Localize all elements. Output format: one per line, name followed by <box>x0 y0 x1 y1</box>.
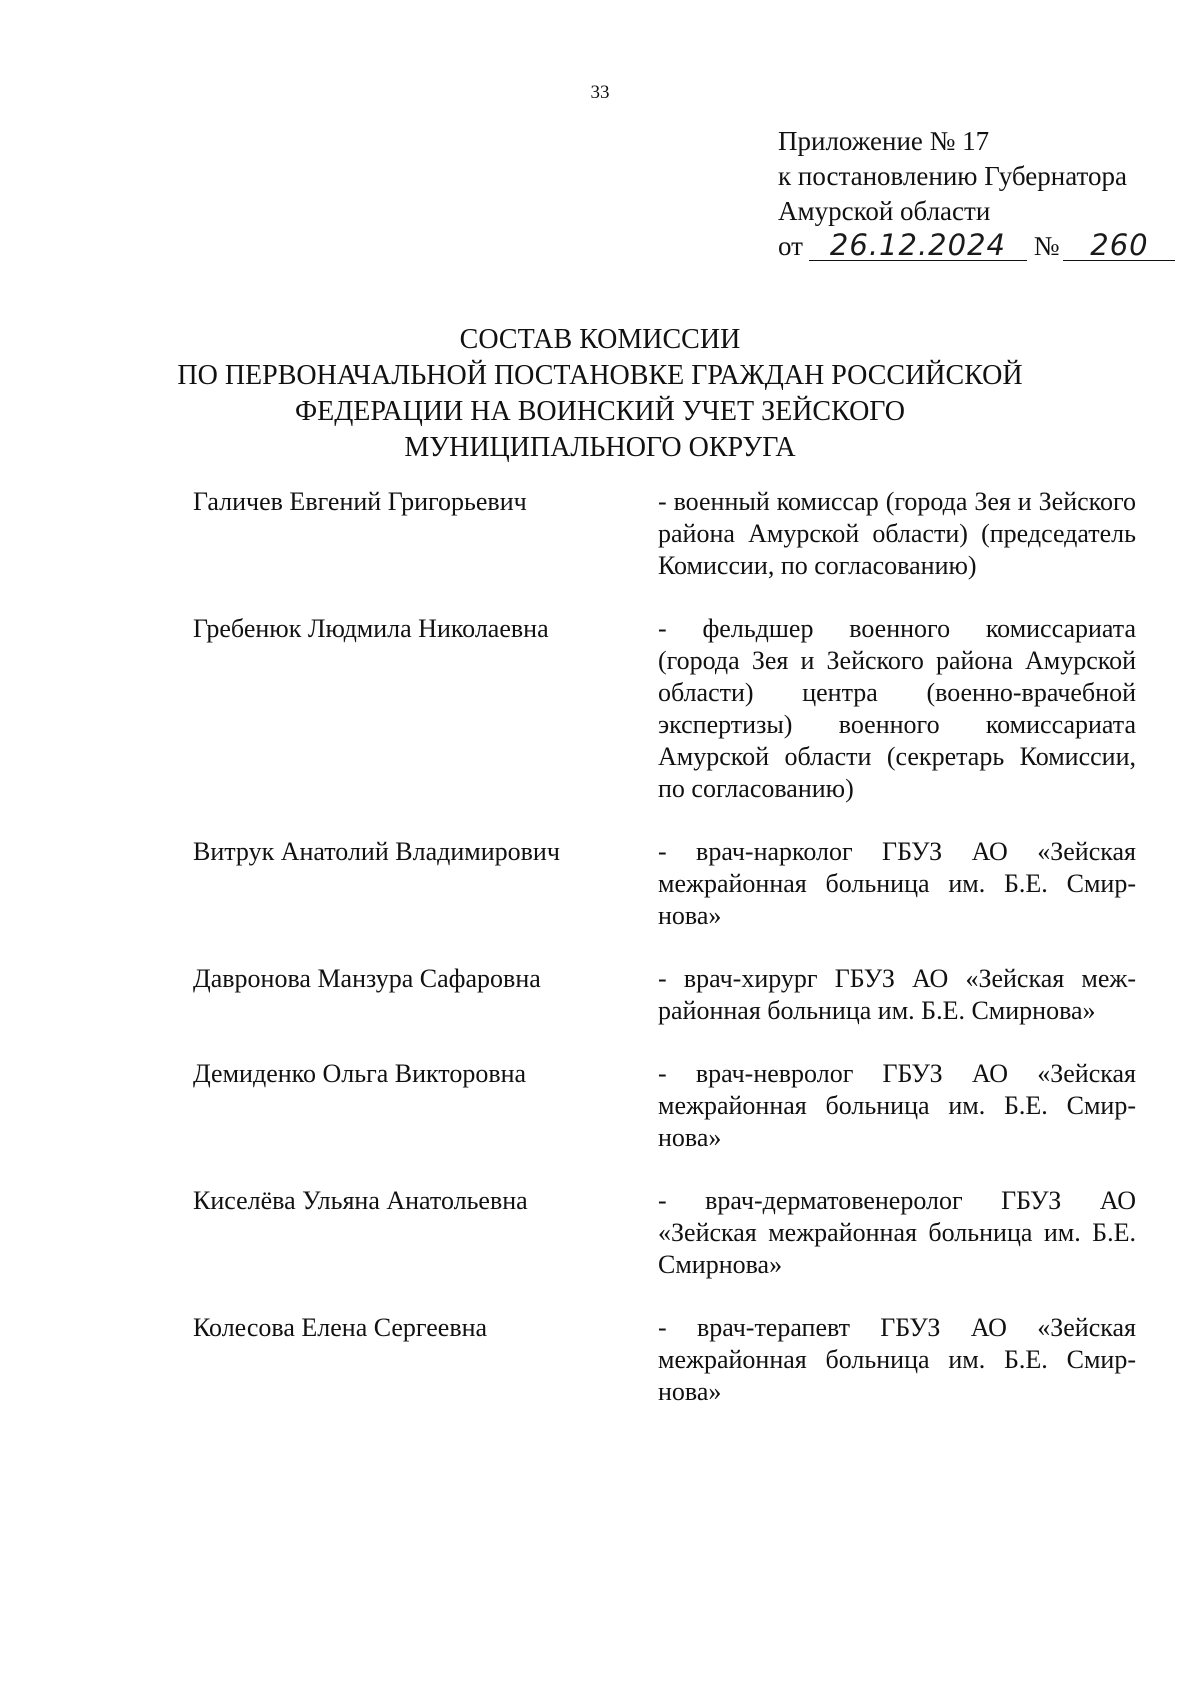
member-role: - врач-терапевт ГБУЗ АО «Зейская межрайонная больница им. Б.Е. Смирнова» <box>658 1313 1136 1406</box>
appendix-region: Амурской области <box>778 196 991 226</box>
member-role: - фельдшер военного комиссариата (города Зея и Зейского района Амурской области) центра (военно-врачебной экспертизы) военного комиссариата Амурской области (секретарь Комиссии, по согласованию) <box>658 614 1136 803</box>
member-row <box>193 1058 1143 1154</box>
member-row <box>193 1312 1143 1408</box>
member-role: - военный комиссар (города Зея и Зейского района Амурской области) (председатель Комиссии, по согласованию) <box>658 487 1136 580</box>
title-line: ПО ПЕРВОНАЧАЛЬНОЙ ПОСТАНОВКЕ ГРАЖДАН РОССИЙСКОЙ <box>177 360 1023 391</box>
member-row <box>193 836 1143 932</box>
member-role: - врач-хирург ГБУЗ АО «Зейская межрайонная больница им. Б.Е. Смирнова» <box>658 964 1136 1025</box>
number-sign: № <box>1033 231 1060 261</box>
member-role: - врач-нарколог ГБУЗ АО «Зейская межрайонная больница им. Б.Е. Смирнова» <box>658 837 1136 930</box>
appendix-date-number-line <box>778 229 1175 264</box>
handwritten-number: 260 <box>1063 230 1175 261</box>
member-row <box>193 963 1143 1027</box>
member-name: Галичев Евгений Григорьевич <box>193 487 527 516</box>
member-name: Витрук Анатолий Владимирович <box>193 837 560 866</box>
title-line: ФЕДЕРАЦИИ НА ВОИНСКИЙ УЧЕТ ЗЕЙСКОГО <box>294 396 906 427</box>
appendix-title: Приложение № 17 <box>778 126 990 156</box>
title-line: МУНИЦИПАЛЬНОГО ОКРУГА <box>404 432 796 463</box>
handwritten-date: 26.12.2024 <box>809 230 1027 261</box>
member-name: Гребенюк Людмила Николаевна <box>193 614 549 643</box>
appendix-block <box>778 124 1175 264</box>
appendix-reference: к постановлению Губернатора <box>778 161 1127 191</box>
page-number: 33 <box>590 82 610 103</box>
commission-members-list <box>193 486 1143 1408</box>
member-role: - врач-невролог ГБУЗ АО «Зейская межрайонная больница им. Б.Е. Смирнова» <box>658 1059 1136 1152</box>
title-line: СОСТАВ КОМИССИИ <box>459 324 741 355</box>
document-title <box>0 322 1200 466</box>
member-name: Киселёва Ульяна Анатольевна <box>193 1186 528 1215</box>
member-name: Колесова Елена Сергеевна <box>193 1313 488 1342</box>
date-prefix: от <box>778 231 803 261</box>
member-row <box>193 486 1143 582</box>
member-role: - врач-дерматовенеролог ГБУЗ АО «Зейская межрайонная больница им. Б.Е. Смирнова» <box>658 1186 1136 1279</box>
member-name: Демиденко Ольга Викторовна <box>193 1059 527 1088</box>
member-name: Давронова Манзура Сафаровна <box>193 964 541 993</box>
member-row <box>193 613 1143 805</box>
member-row <box>193 1185 1143 1281</box>
